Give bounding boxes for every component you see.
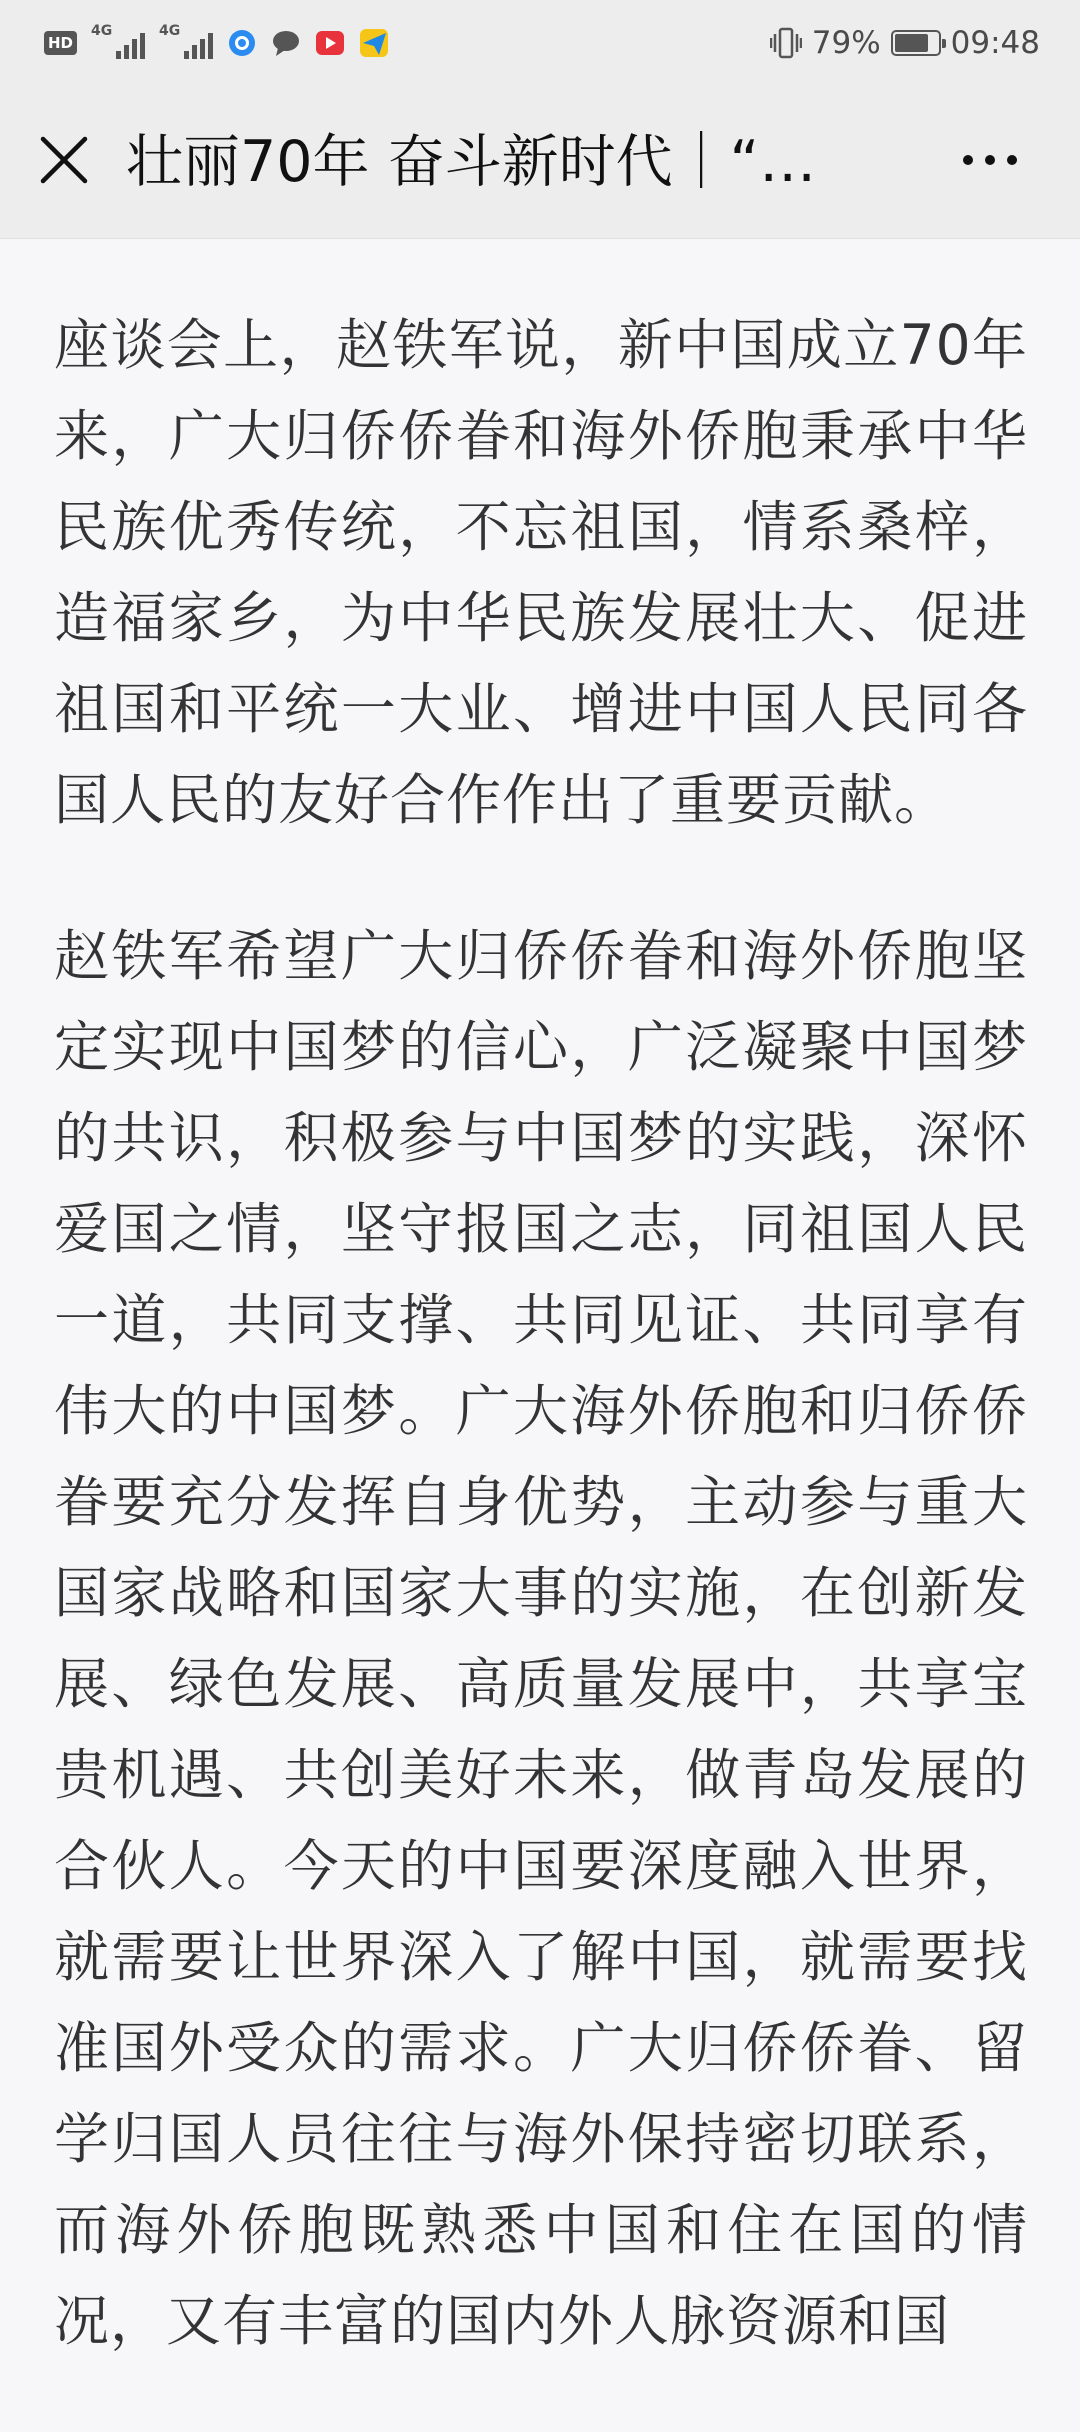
close-icon xyxy=(39,135,89,185)
article-body xyxy=(54,300,1028,2432)
article-paragraph: 赵铁军希望广大归侨侨眷和海外侨胞坚定实现中国梦的信心，广泛凝聚中国梦的共识，积极参与中国梦的实践，深怀爱国之情，坚守报国之志，同祖国人民一道，共同支撑、共同见证、共同享有伟大的中国梦。广大海外侨胞和归侨侨眷要充分发挥自身优势，主动参与重大国家战略和国家大事的实施，在创新发展、绿色发展、高质量发展中，共享宝贵机遇、共创美好未来，做青岛发展的合伙人。今天的中国要深度融入世界，就需要让世界深入了解中国，就需要找准国外受众的需求。广大归侨侨眷、留学归国人员往往与海外保持密切联系，而海外侨胞既熟悉中国和住在国的情况，又有丰富的国内外人脉资源和国 xyxy=(54,924,1028,2353)
signal-icon xyxy=(159,23,213,59)
article-header-bar xyxy=(0,86,1080,239)
clock: 09:48 xyxy=(950,25,1040,61)
page-title: 壮丽70年 奋斗新时代｜“… xyxy=(126,129,817,195)
chat-app-icon xyxy=(271,28,301,58)
paper-plane-app-icon xyxy=(359,28,389,58)
article-paragraph: 座谈会上，赵铁军说，新中国成立70年来，广大归侨侨眷和海外侨胞秉承中华民族优秀传统，不忘祖国，情系桑梓，造福家乡，为中华民族发展壮大、促进祖国和平统一大业、增进中国人民同各国人民的友好合作作出了重要贡献。 xyxy=(54,313,1028,832)
video-app-icon xyxy=(315,28,345,58)
hd-icon: HD xyxy=(44,31,77,55)
battery-percent: 79% xyxy=(811,25,881,61)
network-type-label: 4G xyxy=(159,23,181,39)
battery-level-fill xyxy=(895,34,928,52)
status-left-icons xyxy=(44,22,389,64)
close-button[interactable] xyxy=(30,126,98,194)
status-right-icons xyxy=(770,22,1040,64)
status-bar xyxy=(0,0,1080,86)
network-type-label: 4G xyxy=(91,23,113,39)
browser-app-icon xyxy=(227,28,257,58)
battery-icon xyxy=(891,30,941,56)
more-dots-icon xyxy=(963,155,973,165)
signal-icon xyxy=(91,23,145,59)
more-options-button[interactable] xyxy=(940,126,1040,194)
vibrate-icon xyxy=(770,26,802,60)
